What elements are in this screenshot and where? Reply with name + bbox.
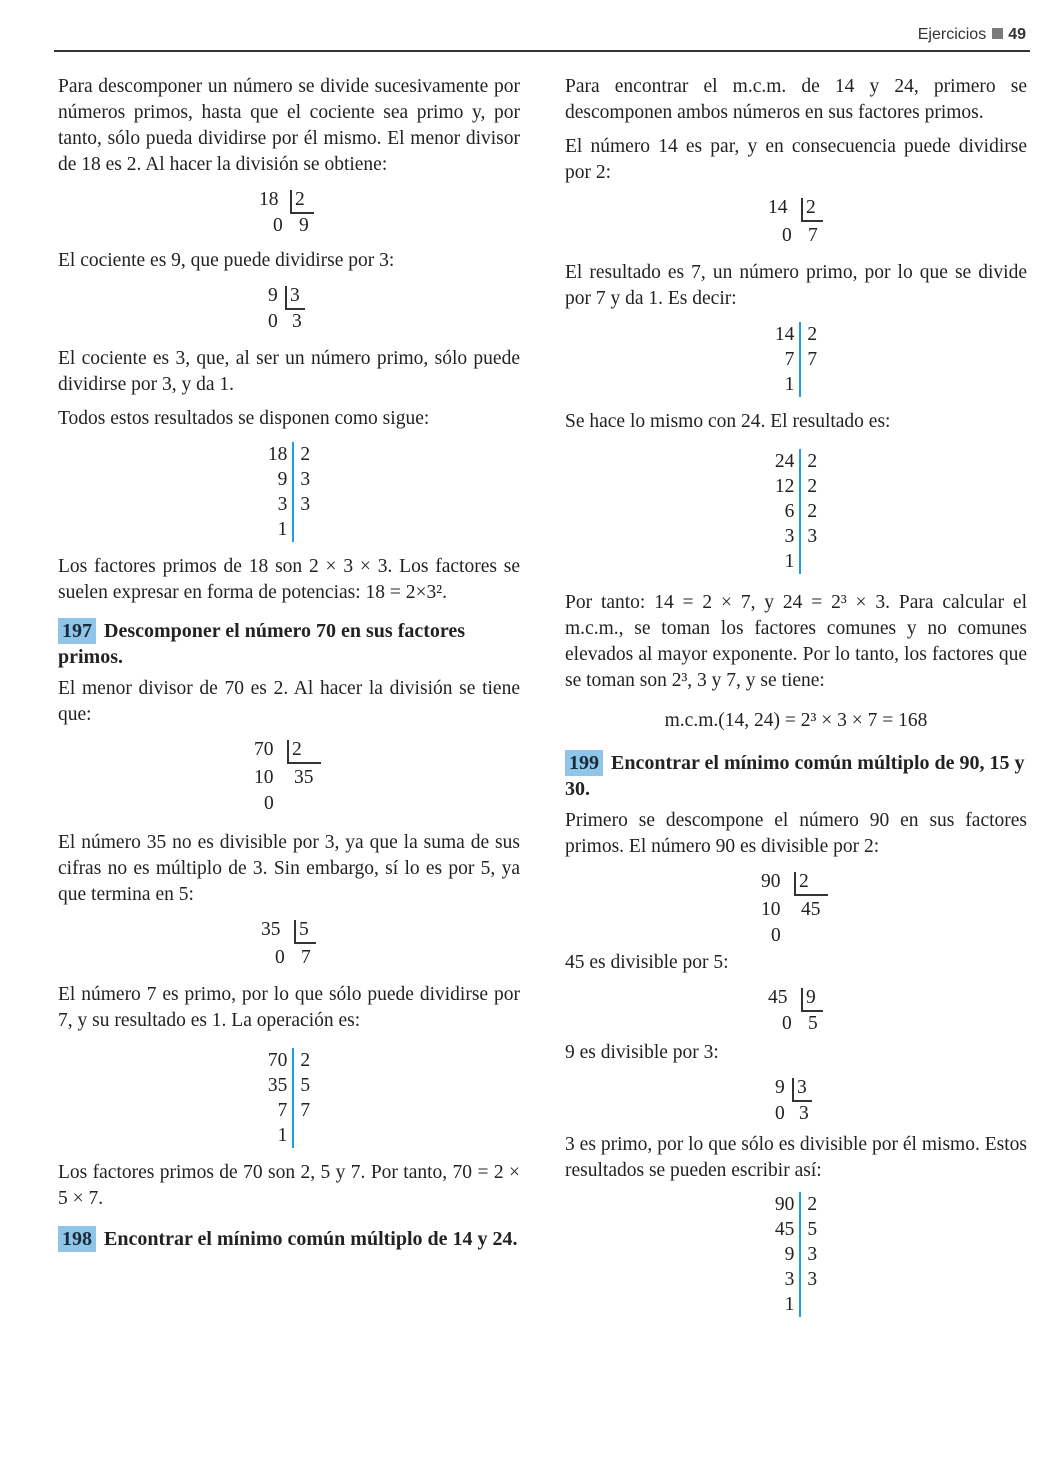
exercise-198-title (58, 1226, 520, 1252)
exercise-197-title (58, 618, 520, 670)
paragraph: Por tanto: 14 = 2 × 7, y 24 = 2³ × 3. Para calcular el m.c.m., se toman los factores comunes y no comunes elevados al mayor exponente. Por lo tanto, los factores que se toman son 2³, 3 y 7, y se tiene: (565, 592, 1027, 691)
divisor: 2 (799, 871, 809, 892)
table-cell: 2 (807, 451, 818, 472)
quotient: 35 (294, 767, 314, 788)
dividend: 18 (259, 189, 279, 210)
table-cell: 2 (807, 501, 818, 522)
quotient: 9 (299, 215, 309, 236)
table-cell: 7 (769, 347, 801, 372)
division-18-by-2 (259, 186, 319, 240)
dividend: 35 (261, 919, 281, 940)
divisor: 3 (797, 1077, 807, 1098)
quotient: 7 (301, 947, 311, 968)
table-cell (294, 517, 316, 542)
page-header (54, 24, 1030, 52)
paragraph: El menor divisor de 70 es 2. Al hacer la división se tiene que: (58, 678, 520, 725)
divisor: 2 (806, 197, 816, 218)
table-cell: 1 (262, 517, 294, 542)
division-35-by-5 (261, 916, 317, 972)
remainder: 10 (761, 899, 781, 920)
paragraph: El número 7 es primo, por lo que sólo puede dividirse por 7, y su resultado es 1. La operación es: (58, 984, 520, 1031)
quotient: 3 (799, 1103, 809, 1124)
factor-table-14 (769, 322, 823, 397)
table-cell: 1 (769, 549, 801, 574)
table-cell: 35 (262, 1073, 294, 1098)
divisor: 2 (292, 739, 302, 760)
dividend: 9 (268, 285, 278, 306)
left-column (58, 74, 520, 1258)
remainder: 0 (782, 1013, 792, 1034)
table-cell: 2 (807, 1194, 818, 1215)
paragraph: Para descomponer un número se divide sucesivamente por números primos, hasta que el cociente sea primo y, por tanto, sólo pueda dividirse por él mismo. El menor divisor de 18 es 2. Al hacer la división se obtiene: (58, 76, 520, 175)
division-14-by-2 (768, 194, 824, 250)
remainder: 10 (254, 767, 274, 788)
dividend: 70 (254, 739, 274, 760)
dividend: 45 (768, 987, 788, 1008)
table-cell: 1 (262, 1123, 294, 1148)
page-number: 49 (1008, 26, 1026, 43)
table-cell (294, 1123, 316, 1148)
remainder: 0 (782, 225, 792, 246)
remainder: 0 (275, 947, 285, 968)
table-cell: 18 (262, 442, 294, 467)
remainder: 0 (268, 311, 278, 332)
table-cell: 3 (807, 526, 818, 547)
table-cell (801, 372, 823, 397)
paragraph: El número 35 no es divisible por 3, ya que la suma de sus cifras no es múltiplo de 3. Sin embargo, sí lo es por 5, ya que termina en 5: (58, 832, 520, 905)
table-cell: 6 (769, 499, 801, 524)
division-70-by-2 (254, 736, 324, 818)
division-45-by-9 (768, 984, 824, 1038)
dividend: 9 (775, 1077, 785, 1098)
formula: m.c.m.(14, 24) = 2³ × 3 × 7 = 168 (664, 710, 928, 731)
table-cell: 9 (262, 467, 294, 492)
table-cell: 1 (769, 372, 801, 397)
table-cell: 2 (300, 1050, 311, 1071)
exercise-title-text: Descomponer el número 70 en sus factores primos. (58, 620, 466, 668)
paragraph: El cociente es 9, que puede dividirse por 3: (58, 250, 395, 271)
remainder: 0 (771, 925, 781, 946)
paragraph: Todos estos resultados se disponen como sigue: (58, 408, 430, 429)
exercise-number-badge: 199 (565, 750, 603, 776)
table-cell: 7 (807, 349, 818, 370)
division-90-by-2 (761, 868, 831, 950)
table-cell: 1 (769, 1292, 801, 1317)
paragraph: El cociente es 3, que, al ser un número primo, sólo puede dividirse por 3, y da 1. (58, 348, 520, 395)
table-cell: 3 (807, 1269, 818, 1290)
table-cell: 5 (807, 1219, 818, 1240)
table-cell: 45 (769, 1217, 801, 1242)
quotient: 45 (801, 899, 821, 920)
table-cell: 2 (807, 476, 818, 497)
paragraph: El resultado es 7, un número primo, por lo que se divide por 7 y da 1. Es decir: (565, 262, 1027, 309)
remainder: 0 (273, 215, 283, 236)
table-cell: 3 (300, 469, 311, 490)
factor-table-24 (769, 449, 823, 574)
divisor: 5 (299, 919, 309, 940)
running-head (918, 26, 1026, 44)
table-cell: 2 (807, 324, 818, 345)
paragraph: 3 es primo, por lo que sólo es divisible por él mismo. Estos resultados se pueden escribir así: (565, 1134, 1027, 1181)
table-cell: 24 (769, 449, 801, 474)
factor-table-90 (769, 1192, 823, 1317)
table-cell: 3 (769, 1267, 801, 1292)
paragraph: Los factores primos de 70 son 2, 5 y 7. Por tanto, 70 = 2 × 5 × 7. (58, 1162, 520, 1209)
table-cell: 3 (807, 1244, 818, 1265)
divisor: 3 (290, 285, 300, 306)
paragraph: Para encontrar el m.c.m. de 14 y 24, primero se descomponen ambos números en sus factores primos. (565, 76, 1027, 123)
paragraph: Primero se descompone el número 90 en sus factores primos. El número 90 es divisible por 2: (565, 810, 1027, 857)
table-cell: 90 (769, 1192, 801, 1217)
exercise-title-text: Encontrar el mínimo común múltiplo de 90, 15 y 30. (565, 752, 1025, 800)
division-9-by-3 (264, 282, 314, 336)
table-cell: 9 (769, 1242, 801, 1267)
divisor: 9 (806, 987, 816, 1008)
quotient: 5 (808, 1013, 818, 1034)
table-cell: 3 (262, 492, 294, 517)
table-cell: 12 (769, 474, 801, 499)
table-cell: 5 (300, 1075, 311, 1096)
exercise-number-badge: 197 (58, 618, 96, 644)
table-cell (801, 549, 823, 574)
table-cell: 7 (262, 1098, 294, 1123)
section-title: Ejercicios (917, 26, 987, 43)
factor-table-18 (262, 442, 316, 542)
table-cell: 3 (769, 524, 801, 549)
paragraph: Se hace lo mismo con 24. El resultado es: (565, 411, 891, 432)
table-cell: 14 (769, 322, 801, 347)
paragraph: El número 14 es par, y en consecuencia puede dividirse por 2: (565, 136, 1027, 183)
exercise-number-badge: 198 (58, 1226, 96, 1252)
paragraph: 9 es divisible por 3: (565, 1042, 719, 1063)
table-cell: 70 (262, 1048, 294, 1073)
table-cell: 3 (300, 494, 311, 515)
dividend: 90 (761, 871, 781, 892)
remainder: 0 (775, 1103, 785, 1124)
quotient: 7 (808, 225, 818, 246)
paragraph: Los factores primos de 18 son 2 × 3 × 3. Los factores se suelen expresar en forma de potencias: 18 = 2×3². (58, 556, 520, 603)
quotient: 3 (292, 311, 302, 332)
table-cell: 2 (300, 444, 311, 465)
remainder: 0 (264, 793, 274, 814)
exercise-199-title (565, 750, 1027, 802)
factor-table-70 (262, 1048, 316, 1148)
paragraph: 45 es divisible por 5: (565, 952, 729, 973)
exercise-title-text: Encontrar el mínimo común múltiplo de 14 y 24. (104, 1228, 518, 1250)
square-icon (992, 28, 1003, 39)
table-cell: 7 (300, 1100, 311, 1121)
dividend: 14 (768, 197, 788, 218)
division-9-by-3 (771, 1074, 821, 1128)
divisor: 2 (295, 189, 305, 210)
right-column (565, 74, 1027, 1317)
table-cell (801, 1292, 823, 1317)
